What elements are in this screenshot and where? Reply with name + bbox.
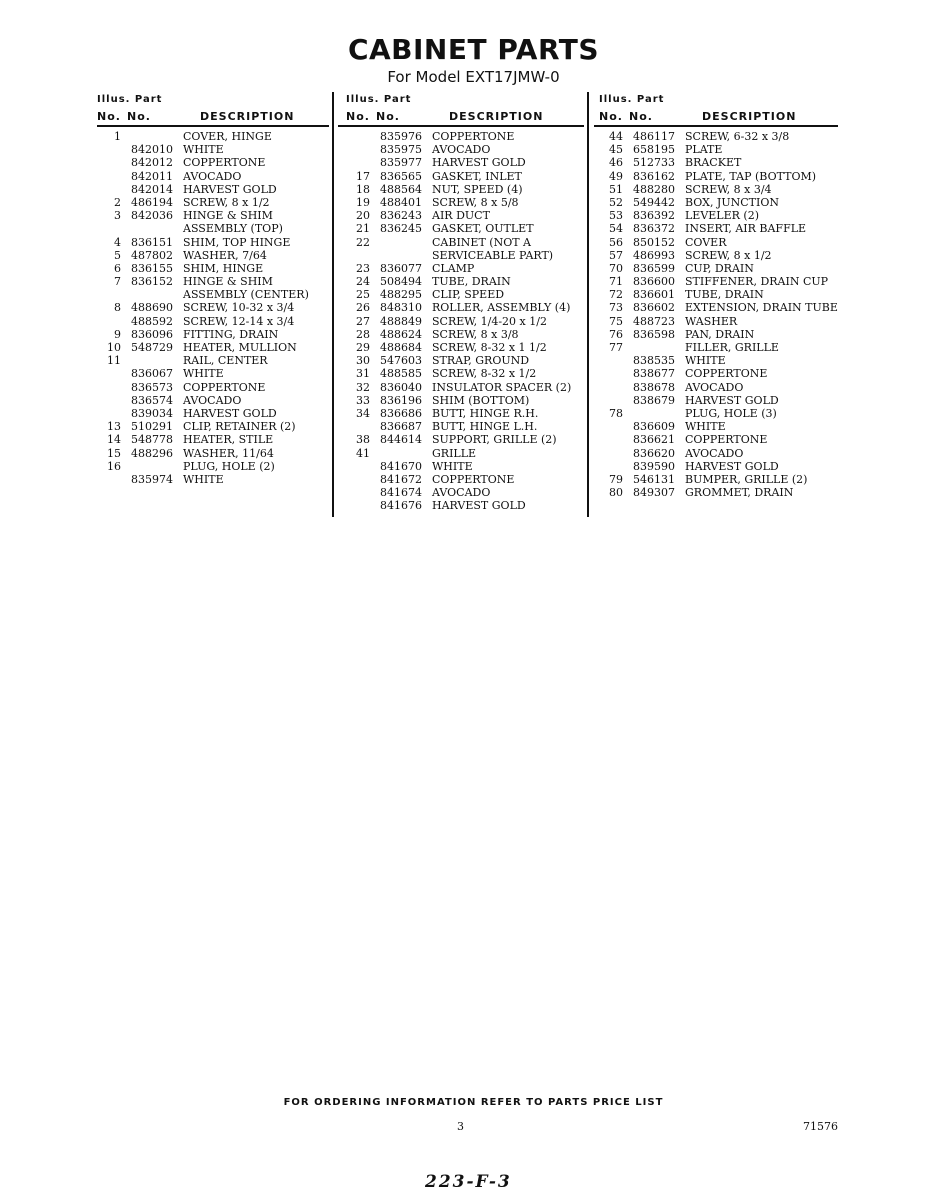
part-description: COPPERTONE (183, 380, 266, 394)
part-number: 841676 (380, 499, 422, 513)
illus-number: 19 (356, 195, 370, 209)
part-description: COVER, HINGE (183, 130, 272, 143)
part-number: 836152 (131, 275, 173, 289)
part-description: INSULATOR SPACER (2) (432, 380, 572, 394)
illus-number: 9 (114, 327, 121, 341)
part-description: SHIM, TOP HINGE (183, 235, 291, 249)
illus-number: 29 (356, 341, 370, 354)
part-description: GASKET, INLET (432, 169, 522, 183)
illus-number: 24 (356, 275, 370, 289)
part-description: SCREW, 8 x 3/4 (685, 182, 772, 196)
part-number: 836602 (633, 301, 675, 315)
illus-number: 38 (356, 433, 370, 447)
part-number: 836162 (633, 169, 675, 183)
part-number: 488849 (380, 314, 422, 328)
part-description: HARVEST GOLD (183, 182, 277, 196)
part-number: 658195 (633, 143, 675, 157)
part-number: 836196 (380, 393, 422, 407)
part-description: CUP, DRAIN (685, 261, 754, 275)
part-number: 836621 (633, 433, 675, 447)
illus-number: 71 (609, 275, 623, 289)
part-description: BUMPER, GRILLE (2) (685, 472, 808, 486)
part-description: AVOCADO (685, 446, 744, 460)
page-number: 3 (457, 1120, 464, 1133)
part-number: 836620 (633, 446, 675, 460)
part-description: TUBE, DRAIN (432, 275, 511, 289)
part-description: SCREW, 8-32 x 1/2 (432, 367, 537, 381)
part-description: COPPERTONE (183, 156, 266, 170)
part-description: SCREW, 8 x 5/8 (432, 195, 519, 209)
illus-number: 7 (114, 275, 121, 289)
part-description: SCREW, 12-14 x 3/4 (183, 314, 295, 328)
header-illus-part: Illus. Part (97, 94, 163, 105)
part-description: WHITE (183, 367, 224, 381)
part-number: 836687 (380, 420, 422, 434)
part-number: 836372 (633, 222, 675, 236)
part-number: 548729 (131, 341, 173, 354)
illus-number: 54 (609, 222, 623, 236)
illus-number: 2 (114, 195, 121, 209)
part-description: SCREW, 8 x 3/8 (432, 327, 519, 341)
part-description: BUTT, HINGE R.H. (432, 406, 539, 420)
part-description: PAN, DRAIN (685, 327, 755, 341)
illus-number: 56 (609, 235, 623, 249)
column-divider (332, 92, 334, 517)
part-number: 850152 (633, 235, 675, 249)
header-rule (594, 125, 838, 127)
part-description: WHITE (183, 143, 224, 157)
part-number: 508494 (380, 275, 422, 289)
part-number: 838679 (633, 393, 675, 407)
part-number: 488295 (380, 288, 422, 302)
part-number: 836040 (380, 380, 422, 394)
part-description: AVOCADO (432, 486, 491, 500)
part-number: 546131 (633, 472, 675, 486)
part-description: SCREW, 8 x 1/2 (183, 195, 270, 209)
illus-number: 1 (114, 130, 121, 143)
part-description: WHITE (183, 472, 224, 486)
part-description: BRACKET (685, 156, 742, 170)
illus-number: 11 (107, 354, 121, 368)
illus-number: 4 (114, 235, 121, 249)
part-description: SCREW, 8 x 1/2 (685, 248, 772, 262)
part-description: ASSEMBLY (TOP) (183, 222, 283, 236)
illus-number: 32 (356, 380, 370, 394)
part-description: AIR DUCT (432, 209, 490, 223)
part-number: 488690 (131, 301, 173, 315)
part-description: SHIM (BOTTOM) (432, 393, 530, 407)
illus-number: 26 (356, 301, 370, 315)
part-description: LEVELER (2) (685, 209, 760, 223)
part-description: INSERT, AIR BAFFLE (685, 222, 807, 236)
illus-number: 22 (356, 235, 370, 249)
part-number: 836067 (131, 367, 173, 381)
illus-number: 8 (114, 301, 121, 315)
part-number: 841672 (380, 472, 422, 486)
part-number: 549442 (633, 195, 675, 209)
illus-number: 25 (356, 288, 370, 302)
part-description: STRAP, GROUND (432, 354, 530, 368)
part-number: 836601 (633, 288, 675, 302)
part-description: CABINET (NOT A (432, 235, 531, 249)
part-number: 488684 (380, 341, 422, 354)
part-description: AVOCADO (183, 169, 242, 183)
part-number: 836243 (380, 209, 422, 223)
part-number: 842036 (131, 209, 173, 223)
illus-number: 79 (609, 472, 623, 486)
part-description: PLATE (685, 143, 723, 157)
illus-number: 75 (609, 314, 623, 328)
part-description: RAIL, CENTER (183, 354, 268, 368)
part-description: WASHER (685, 314, 738, 328)
part-description: EXTENSION, DRAIN TUBE (685, 301, 838, 315)
illus-number: 17 (356, 169, 370, 183)
part-number: 841670 (380, 459, 422, 473)
part-number: 842010 (131, 143, 173, 157)
part-description: HARVEST GOLD (685, 393, 779, 407)
part-number: 836686 (380, 406, 422, 420)
header-rule (97, 125, 329, 127)
header-part-no: No. (629, 110, 653, 123)
part-description: PLUG, HOLE (3) (685, 406, 777, 420)
header-part-no: No. (376, 110, 400, 123)
illus-number: 72 (609, 288, 623, 302)
part-description: CLAMP (432, 261, 475, 275)
illus-number: 41 (356, 446, 370, 460)
illus-number: 57 (609, 248, 623, 262)
part-number: 486117 (633, 130, 675, 143)
illus-number: 77 (609, 341, 623, 354)
page-title: CABINET PARTS (347, 33, 600, 66)
illus-number: 44 (609, 130, 623, 143)
illus-number: 52 (609, 195, 623, 209)
part-description: HEATER, STILE (183, 433, 274, 447)
part-number: 488296 (131, 446, 173, 460)
header-illus-part: Illus. Part (346, 94, 412, 105)
part-description: AVOCADO (685, 380, 744, 394)
part-number: 836599 (633, 261, 675, 275)
part-number: 488401 (380, 195, 422, 209)
part-number: 835974 (131, 472, 173, 486)
part-description: CLIP, SPEED (432, 288, 505, 302)
part-number: 842012 (131, 156, 173, 170)
part-description: HARVEST GOLD (685, 459, 779, 473)
part-description: WASHER, 7/64 (183, 248, 267, 262)
part-number: 488723 (633, 314, 675, 328)
part-description: WASHER, 11/64 (183, 446, 274, 460)
part-description: HINGE & SHIM (183, 275, 273, 289)
illus-number: 14 (107, 433, 121, 447)
part-description: COPPERTONE (432, 130, 515, 143)
part-number: 836151 (131, 235, 173, 249)
illus-number: 45 (609, 143, 623, 157)
part-number: 836609 (633, 420, 675, 434)
part-number: 486194 (131, 195, 173, 209)
part-description: HEATER, MULLION (183, 341, 297, 354)
part-number: 838678 (633, 380, 675, 394)
part-description: STIFFENER, DRAIN CUP (685, 275, 829, 289)
part-number: 839590 (633, 459, 675, 473)
header-illus-no: No. (97, 110, 121, 123)
model-subtitle: For Model EXT17JMW-0 (387, 68, 560, 86)
part-number: 844614 (380, 433, 422, 447)
part-description: NUT, SPEED (4) (432, 182, 523, 196)
illus-number: 3 (114, 209, 121, 223)
illus-number: 21 (356, 222, 370, 236)
header-illus-part: Illus. Part (599, 94, 665, 105)
illus-number: 78 (609, 406, 623, 420)
part-number: 547603 (380, 354, 422, 368)
part-number: 835975 (380, 143, 422, 157)
part-number: 836077 (380, 261, 422, 275)
part-description: ROLLER, ASSEMBLY (4) (432, 301, 571, 315)
part-number: 836155 (131, 261, 173, 275)
part-description: SCREW, 10-32 x 3/4 (183, 301, 295, 315)
part-description: GRILLE (432, 446, 477, 460)
header-rule (338, 125, 584, 127)
part-description: TUBE, DRAIN (685, 288, 764, 302)
part-number: 487802 (131, 248, 173, 262)
part-number: 836574 (131, 393, 173, 407)
header-part-no: No. (127, 110, 151, 123)
part-number: 835977 (380, 156, 422, 170)
part-number: 842014 (131, 182, 173, 196)
part-number: 510291 (131, 420, 173, 434)
illus-number: 30 (356, 354, 370, 368)
part-description: BUTT, HINGE L.H. (432, 420, 538, 434)
part-number: 836245 (380, 222, 422, 236)
illus-number: 80 (609, 486, 623, 500)
part-description: FITTING, DRAIN (183, 327, 279, 341)
illus-number: 15 (107, 446, 121, 460)
illus-number: 49 (609, 169, 623, 183)
part-number: 512733 (633, 156, 675, 170)
part-number: 849307 (633, 486, 675, 500)
part-number: 838677 (633, 367, 675, 381)
part-description: PLATE, TAP (BOTTOM) (685, 169, 817, 183)
illus-number: 23 (356, 261, 370, 275)
part-description: GASKET, OUTLET (432, 222, 534, 236)
part-description: HINGE & SHIM (183, 209, 273, 223)
part-number: 488564 (380, 182, 422, 196)
illus-number: 76 (609, 327, 623, 341)
part-description: HARVEST GOLD (432, 156, 526, 170)
part-description: BOX, JUNCTION (685, 195, 779, 209)
ordering-footer: FOR ORDERING INFORMATION REFER TO PARTS PRICE LIST (283, 1097, 664, 1108)
part-number: 836598 (633, 327, 675, 341)
illus-number: 6 (114, 261, 121, 275)
illus-number: 28 (356, 327, 370, 341)
part-description: SUPPORT, GRILLE (2) (432, 433, 557, 447)
illus-number: 53 (609, 209, 623, 223)
part-description: ASSEMBLY (CENTER) (183, 288, 309, 302)
header-description: DESCRIPTION (449, 110, 544, 123)
part-number: 836600 (633, 275, 675, 289)
part-description: AVOCADO (432, 143, 491, 157)
part-number: 838535 (633, 354, 675, 368)
part-description: SCREW, 8-32 x 1 1/2 (432, 341, 547, 354)
illus-number: 70 (609, 261, 623, 275)
part-description: COPPERTONE (685, 433, 768, 447)
part-number: 848310 (380, 301, 422, 315)
part-description: GROMMET, DRAIN (685, 486, 794, 500)
part-number: 835976 (380, 130, 422, 143)
illus-number: 20 (356, 209, 370, 223)
illus-number: 73 (609, 301, 623, 315)
illus-number: 51 (609, 182, 623, 196)
part-description: FILLER, GRILLE (685, 341, 779, 354)
part-number: 839034 (131, 406, 173, 420)
illus-number: 10 (107, 341, 121, 354)
part-number: 842011 (131, 169, 173, 183)
illus-number: 46 (609, 156, 623, 170)
part-description: HARVEST GOLD (432, 499, 526, 513)
header-description: DESCRIPTION (200, 110, 295, 123)
part-description: HARVEST GOLD (183, 406, 277, 420)
part-description: COPPERTONE (432, 472, 515, 486)
illus-number: 18 (356, 182, 370, 196)
illus-number: 5 (114, 248, 121, 262)
part-description: SERVICEABLE PART) (432, 248, 554, 262)
part-description: COVER (685, 235, 727, 249)
part-number: 836096 (131, 327, 173, 341)
part-description: AVOCADO (183, 393, 242, 407)
header-illus-no: No. (599, 110, 623, 123)
illus-number: 33 (356, 393, 370, 407)
part-number: 548778 (131, 433, 173, 447)
part-number: 836392 (633, 209, 675, 223)
part-number: 486993 (633, 248, 675, 262)
part-number: 488585 (380, 367, 422, 381)
column-divider (587, 92, 589, 517)
illus-number: 31 (356, 367, 370, 381)
part-number: 488280 (633, 182, 675, 196)
illus-number: 27 (356, 314, 370, 328)
part-description: SCREW, 6-32 x 3/8 (685, 130, 790, 143)
part-description: COPPERTONE (685, 367, 768, 381)
handwritten-note: 223-F-3 (425, 1172, 512, 1192)
part-number: 488592 (131, 314, 173, 328)
part-description: WHITE (685, 354, 726, 368)
illus-number: 13 (107, 420, 121, 434)
illus-number: 16 (107, 459, 121, 473)
part-number: 836573 (131, 380, 173, 394)
document-number: 71576 (803, 1120, 838, 1133)
part-description: CLIP, RETAINER (2) (183, 420, 296, 434)
part-description: WHITE (685, 420, 726, 434)
part-description: PLUG, HOLE (2) (183, 459, 275, 473)
part-description: SCREW, 1/4-20 x 1/2 (432, 314, 547, 328)
part-description: WHITE (432, 459, 473, 473)
part-number: 841674 (380, 486, 422, 500)
part-number: 836565 (380, 169, 422, 183)
part-number: 488624 (380, 327, 422, 341)
part-description: SHIM, HINGE (183, 261, 264, 275)
header-illus-no: No. (346, 110, 370, 123)
illus-number: 34 (356, 406, 370, 420)
header-description: DESCRIPTION (702, 110, 797, 123)
